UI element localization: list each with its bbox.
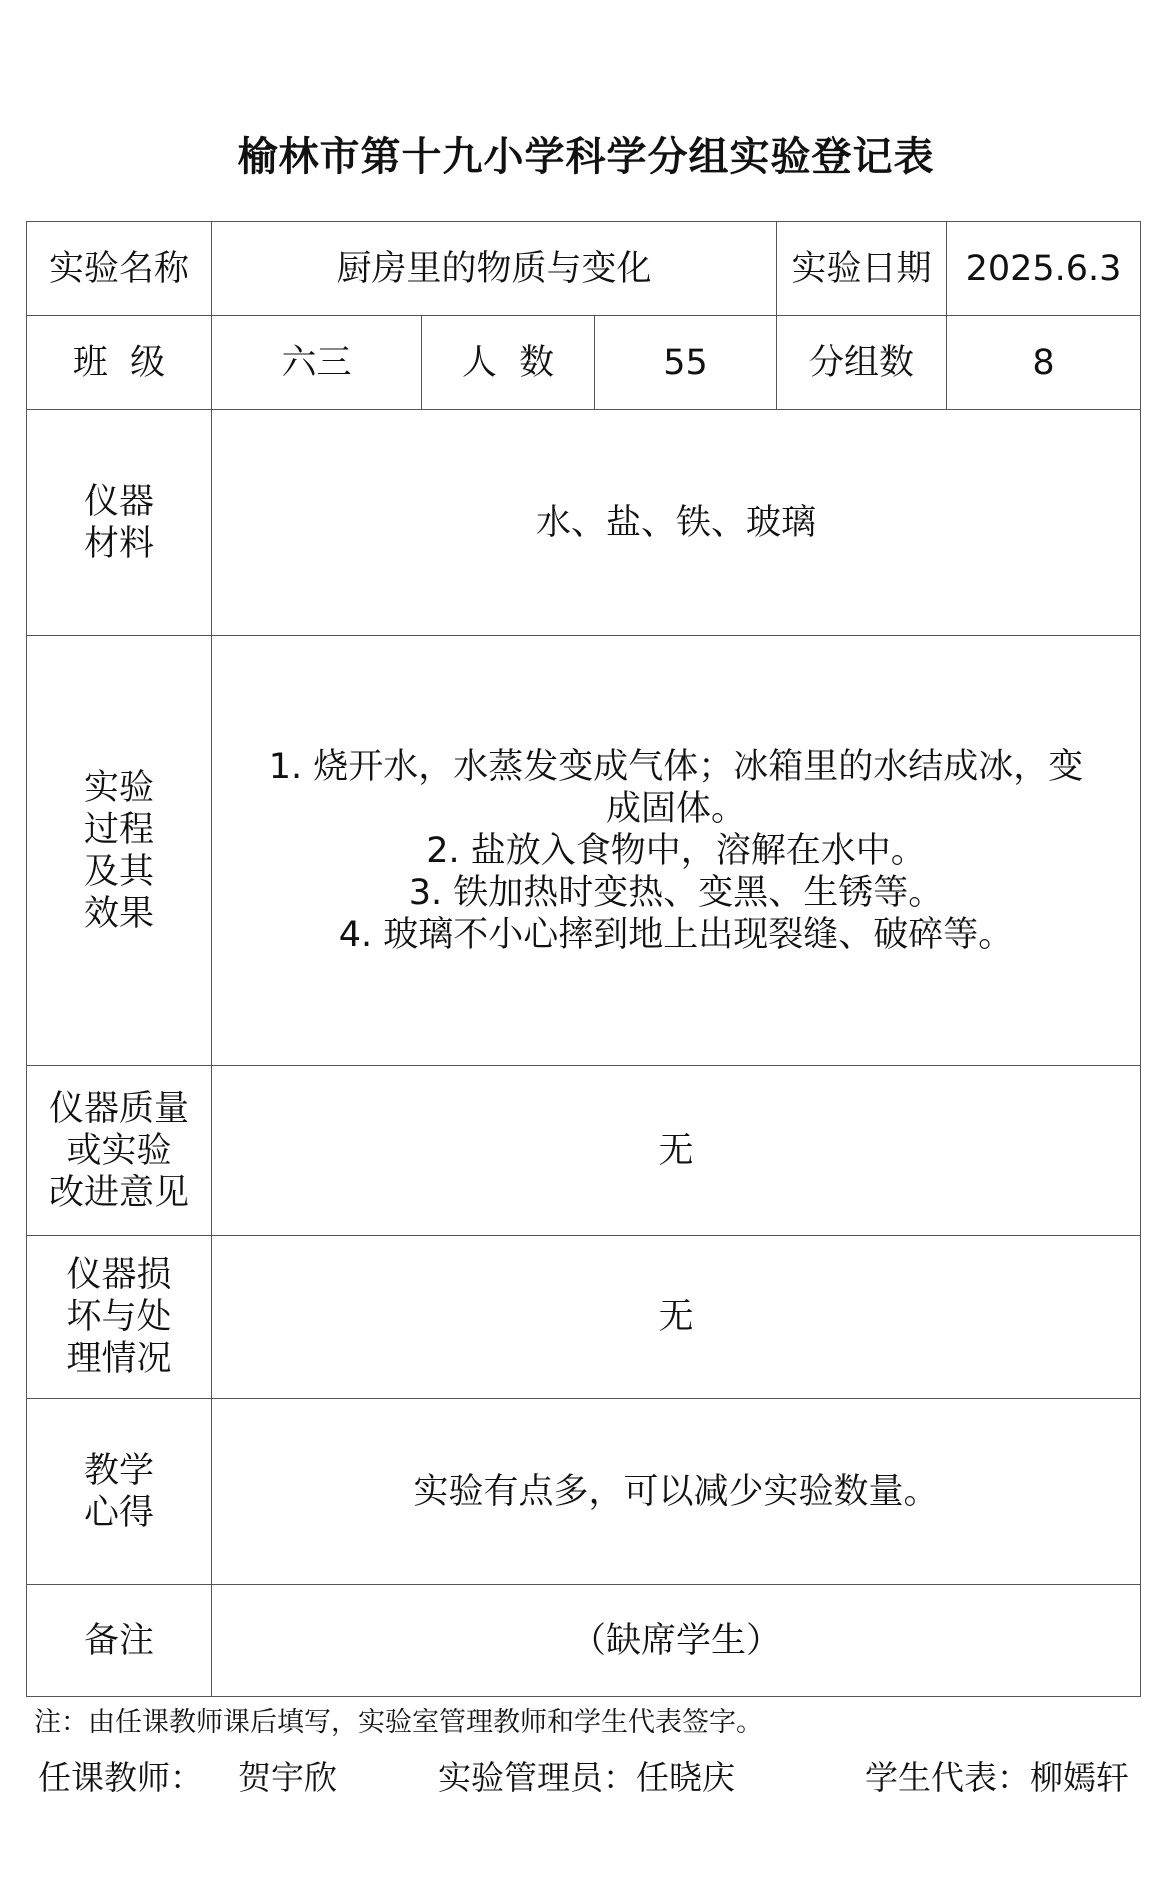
damage-value: 无 — [212, 1236, 1141, 1399]
row-materials — [27, 410, 1141, 636]
teacher-name: 贺宇欣 — [238, 1758, 337, 1797]
class-label: 班 级 — [27, 316, 212, 410]
quality-label-line: 仪器质量 — [48, 1088, 189, 1129]
experiment-date-value: 2025.6.3 — [947, 222, 1141, 316]
materials-label-line: 仪器 — [83, 481, 154, 522]
row-experiment-info — [27, 222, 1141, 316]
remarks-label: 备注 — [27, 1585, 212, 1697]
teaching-value: 实验有点多，可以减少实验数量。 — [212, 1399, 1141, 1585]
materials-label — [27, 410, 212, 636]
damage-label-line: 仪器损 — [66, 1255, 172, 1295]
row-class-info — [27, 316, 1141, 410]
student-count-value: 55 — [595, 316, 777, 410]
process-line: 3. 铁加热时变热、变黑、生锈等。 — [408, 872, 944, 913]
damage-label — [27, 1236, 212, 1399]
experiment-name-value: 厨房里的物质与变化 — [212, 222, 777, 316]
group-count-label: 分组数 — [777, 316, 947, 410]
process-label-line: 实验 — [83, 767, 154, 808]
row-process — [27, 636, 1141, 1066]
group-count-value: 8 — [947, 316, 1141, 410]
student-count-label: 人 数 — [422, 316, 595, 410]
student-rep-signature: 学生代表：柳嫣轩 — [865, 1758, 1129, 1797]
form-title: 榆林市第十九小学科学分组实验登记表 — [237, 134, 935, 180]
row-quality — [27, 1066, 1141, 1236]
form-note: 注：由任课教师课后填写，实验室管理教师和学生代表签字。 — [34, 1707, 763, 1738]
remarks-value: （缺席学生） — [212, 1585, 1141, 1697]
process-label-line: 过程 — [83, 809, 154, 850]
experiment-name-label: 实验名称 — [27, 222, 212, 316]
teaching-label — [27, 1399, 212, 1585]
quality-label — [27, 1066, 212, 1236]
class-value: 六三 — [212, 316, 422, 410]
quality-label-line: 改进意见 — [48, 1172, 189, 1213]
lab-admin-signature: 实验管理员：任晓庆 — [438, 1758, 735, 1797]
process-line: 2. 盐放入食物中，溶解在水中。 — [426, 830, 926, 871]
quality-value: 无 — [212, 1066, 1141, 1236]
process-line: 成固体。 — [606, 788, 747, 829]
row-remarks — [27, 1585, 1141, 1697]
row-damage — [27, 1236, 1141, 1399]
quality-label-line: 或实验 — [66, 1130, 172, 1171]
signature-row — [38, 1752, 1142, 1796]
teaching-label-line: 心得 — [83, 1492, 154, 1533]
experiment-date-label: 实验日期 — [777, 222, 947, 316]
process-content — [212, 636, 1141, 1066]
materials-value: 水、盐、铁、玻璃 — [212, 410, 1141, 636]
teaching-label-line: 教学 — [83, 1450, 154, 1491]
experiment-registration-table — [26, 221, 1141, 1697]
process-label-line: 及其 — [83, 851, 154, 892]
process-label — [27, 636, 212, 1066]
row-teaching — [27, 1399, 1141, 1585]
damage-label-line: 理情况 — [66, 1339, 172, 1379]
materials-label-line: 材料 — [83, 523, 154, 564]
process-label-line: 效果 — [83, 893, 154, 934]
damage-label-line: 坏与处 — [66, 1297, 172, 1337]
process-line: 1. 烧开水，水蒸发变成气体；冰箱里的水结成冰，变 — [268, 746, 1084, 787]
process-line: 4. 玻璃不小心摔到地上出现裂缝、破碎等。 — [338, 914, 1014, 955]
teacher-label: 任课教师： — [38, 1758, 203, 1797]
